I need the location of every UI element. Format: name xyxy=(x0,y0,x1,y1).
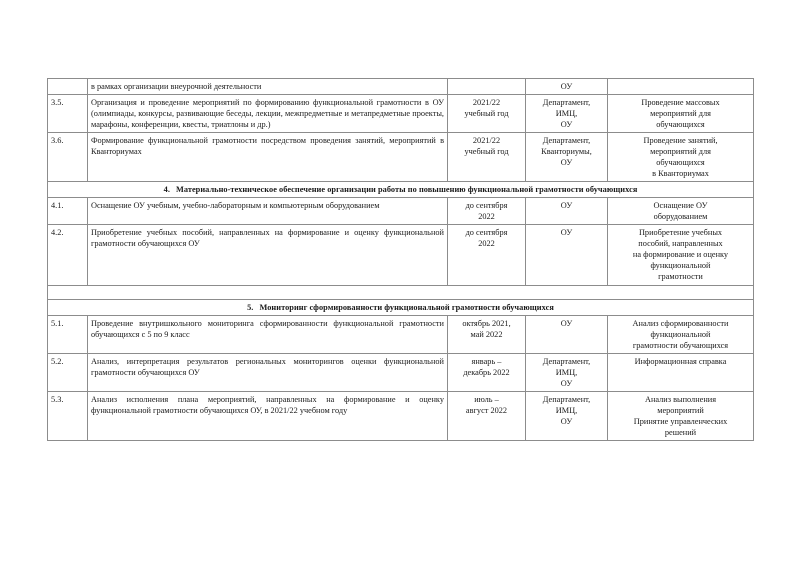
row-result: Информационная справка xyxy=(608,353,754,391)
row-responsible: Департамент, ИМЦ, ОУ xyxy=(526,353,608,391)
table-row xyxy=(48,95,754,133)
spacer-cell xyxy=(48,285,754,299)
section-number: 5. xyxy=(247,302,254,312)
section-title: Мониторинг сформированности функциональной грамотности обучающихся xyxy=(259,302,554,312)
table-row xyxy=(48,198,754,225)
row-number: 4.2. xyxy=(48,225,88,285)
table-row xyxy=(48,315,754,353)
row-number: 5.1. xyxy=(48,315,88,353)
table-body xyxy=(48,79,754,441)
table-row-continuation xyxy=(48,79,754,95)
row-responsible: ОУ xyxy=(526,198,608,225)
row-result: Проведение занятий, мероприятий для обучающихся в Кванториумах xyxy=(608,133,754,182)
row-dates: июль – август 2022 xyxy=(448,391,526,440)
table-row xyxy=(48,391,754,440)
row-activity: Анализ, интерпретация результатов региональных мониторингов оценки функциональной грамотности обучающихся ОУ xyxy=(88,353,448,391)
row-dates xyxy=(448,79,526,95)
row-activity: Оснащение ОУ учебным, учебно-лабораторным и компьютерным оборудованием xyxy=(88,198,448,225)
row-responsible: Департамент, ИМЦ, ОУ xyxy=(526,391,608,440)
row-result: Приобретение учебных пособий, направленных на формирование и оценку функциональной грамотности xyxy=(608,225,754,285)
row-number: 5.2. xyxy=(48,353,88,391)
row-number: 5.3. xyxy=(48,391,88,440)
row-result: Анализ сформированности функциональной грамотности обучающихся xyxy=(608,315,754,353)
row-responsible: ОУ xyxy=(526,225,608,285)
section-heading-row xyxy=(48,182,754,198)
table-row xyxy=(48,133,754,182)
table-row xyxy=(48,353,754,391)
row-responsible: Департамент, ИМЦ, ОУ xyxy=(526,95,608,133)
row-number xyxy=(48,79,88,95)
row-number: 4.1. xyxy=(48,198,88,225)
row-dates: октябрь 2021, май 2022 xyxy=(448,315,526,353)
row-activity: Проведение внутришкольного мониторинга сформированности функциональной грамотности обучающихся с 5 по 9 класс xyxy=(88,315,448,353)
section-heading-5 xyxy=(48,299,754,315)
row-activity: Анализ исполнения плана мероприятий, направленных на формирование и оценку функциональной грамотности обучающихся ОУ, в 2021/22 учебном году xyxy=(88,391,448,440)
row-activity: в рамках организации внеурочной деятельности xyxy=(88,79,448,95)
row-responsible: ОУ xyxy=(526,315,608,353)
section-title: Материально-техническое обеспечение организации работы по повышению функциональной грамотности обучающихся xyxy=(175,185,638,195)
row-dates: до сентября 2022 xyxy=(448,198,526,225)
section-heading-row xyxy=(48,299,754,315)
row-result: Проведение массовых мероприятий для обучающихся xyxy=(608,95,754,133)
row-dates: 2021/22 учебный год xyxy=(448,133,526,182)
section-spacer xyxy=(48,285,754,299)
section-number: 4. xyxy=(163,185,170,195)
row-activity: Организация и проведение мероприятий по формированию функциональной грамотности в ОУ (олимпиады, конкурсы, развивающие беседы, лекции, межпредметные и метапредметные проекты, марафоны, конференции, квесты, триатлоны и др.) xyxy=(88,95,448,133)
row-number: 3.6. xyxy=(48,133,88,182)
row-activity: Формирование функциональной грамотности посредством проведения занятий, мероприятий в Кванториумах xyxy=(88,133,448,182)
row-result xyxy=(608,79,754,95)
table-row xyxy=(48,225,754,285)
row-dates: январь – декабрь 2022 xyxy=(448,353,526,391)
row-dates: 2021/22 учебный год xyxy=(448,95,526,133)
activity-plan-table xyxy=(47,78,754,441)
row-result: Анализ выполнения мероприятий Принятие управленческих решений xyxy=(608,391,754,440)
row-responsible: Департамент, Кванториумы, ОУ xyxy=(526,133,608,182)
row-dates: до сентября 2022 xyxy=(448,225,526,285)
section-heading-4 xyxy=(48,182,754,198)
row-responsible: ОУ xyxy=(526,79,608,95)
row-number: 3.5. xyxy=(48,95,88,133)
row-activity: Приобретение учебных пособий, направленных на формирование и оценку функциональной грамотности обучающихся ОУ xyxy=(88,225,448,285)
row-result: Оснащение ОУ оборудованием xyxy=(608,198,754,225)
